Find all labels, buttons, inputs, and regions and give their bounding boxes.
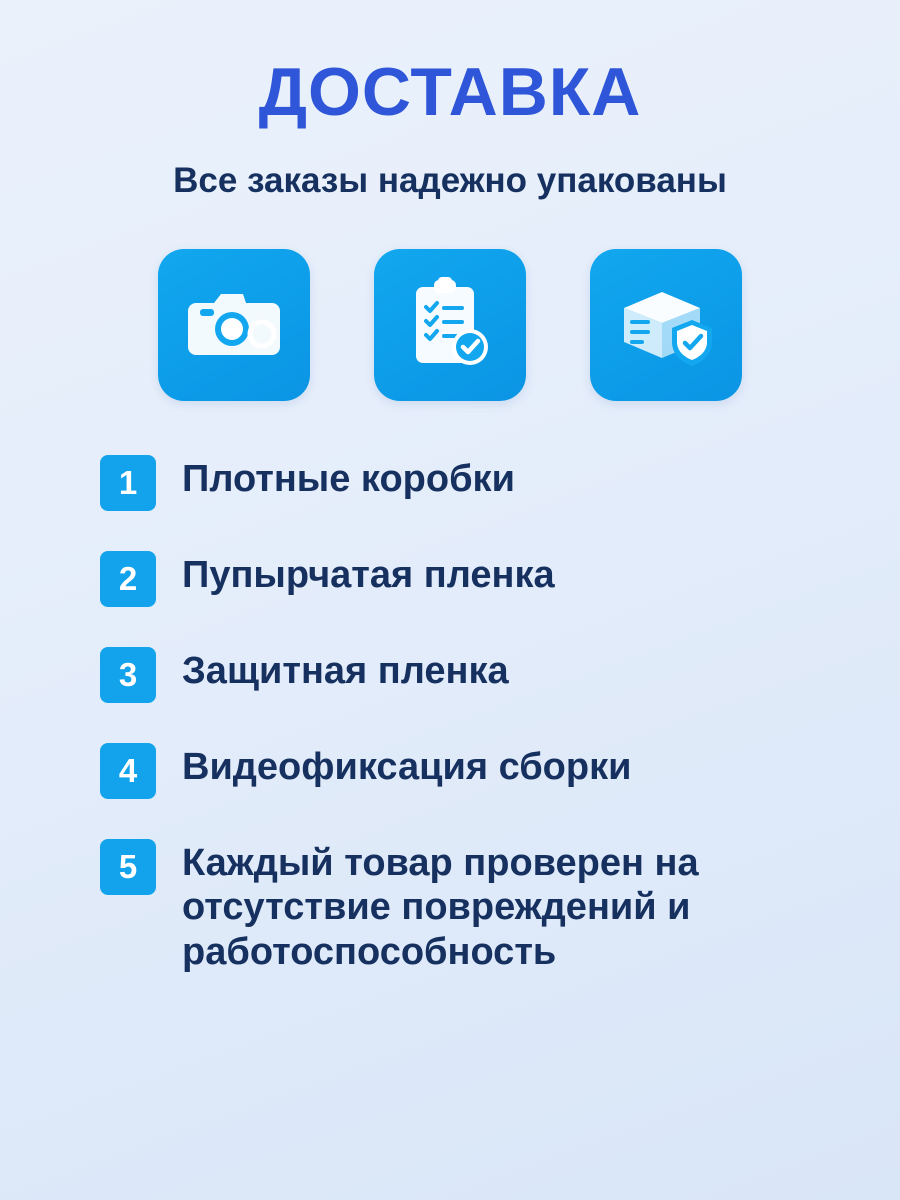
list-item	[100, 549, 840, 607]
camera-icon	[186, 287, 282, 363]
step-number-badge: 1	[100, 455, 156, 511]
step-label: Защитная пленка	[182, 649, 509, 692]
list-item	[100, 453, 840, 511]
page-subtitle: Все заказы надежно упакованы	[173, 161, 727, 200]
step-label: Видеофиксация сборки	[182, 745, 632, 788]
protected-box-icon	[616, 282, 716, 368]
list-item	[100, 741, 840, 799]
packaging-steps-list	[0, 453, 900, 975]
step-number-badge: 5	[100, 839, 156, 895]
list-item	[100, 645, 840, 703]
page-title: ДОСТАВКА	[258, 54, 642, 130]
icon-row	[0, 249, 900, 401]
step-number-badge: 3	[100, 647, 156, 703]
step-label: Пупырчатая пленка	[182, 553, 555, 596]
step-label: Каждый товар проверен на отсутствие повреждений и работоспособность	[182, 841, 699, 974]
step-label: Плотные коробки	[182, 457, 515, 500]
icon-tile-checklist	[374, 249, 526, 401]
list-item	[100, 837, 840, 975]
checklist-icon	[408, 277, 492, 373]
icon-tile-protected-box	[590, 249, 742, 401]
step-number-badge: 4	[100, 743, 156, 799]
step-number-badge: 2	[100, 551, 156, 607]
icon-tile-camera	[158, 249, 310, 401]
